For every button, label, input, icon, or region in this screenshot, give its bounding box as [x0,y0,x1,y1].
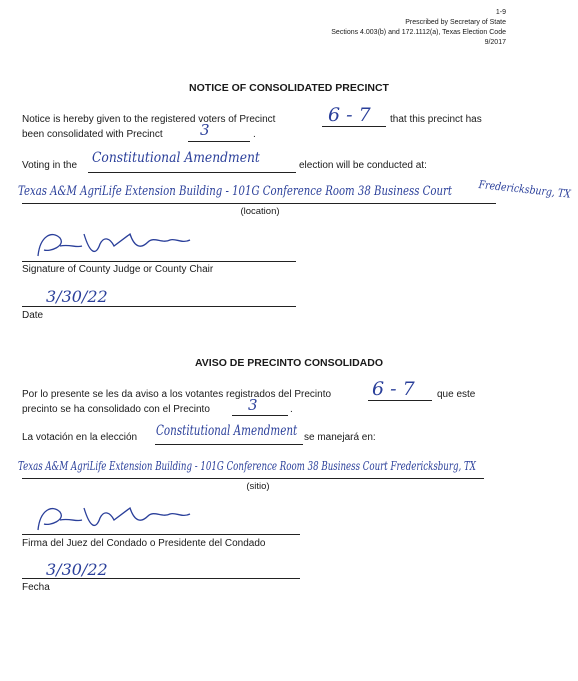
aviso-text-part2: que este [437,389,476,400]
notice-text-part2: that this precinct has [390,114,482,125]
aviso-text-part3: precinto se ha consolidado con el Precinto [22,404,210,415]
code-sections: Sections 4.003(b) and 172.1112(a), Texas Election Code [331,29,506,36]
date-caption: Date [22,310,44,321]
precinct-from-value[interactable]: 6 - 7 [328,104,371,126]
spanish-title: AVISO DE PRECINTO CONSOLIDADO [194,357,384,369]
precinto-from-line [368,400,432,401]
election-name-line [88,172,296,173]
location-value[interactable]: Texas A&M AgriLife Extension Building - 101G Conference Room 38 Business Court [18,184,452,199]
location-city-value[interactable]: Fredericksburg, TX [478,178,572,201]
precinct-to-line [188,141,250,142]
aviso-text-part1: Por lo presente se les da aviso a los votantes registrados del Precinto [22,389,332,400]
signature-line [22,261,296,262]
precinct-to-value[interactable]: 3 [200,121,210,139]
sitio-caption: (sitio) [246,481,270,492]
firma-caption: Firma del Juez del Condado o Presidente del Condado [22,538,266,549]
notice-text-part1: Notice is hereby given to the registered voters of Precinct [22,114,276,125]
firma-line [22,534,300,535]
fecha-value[interactable]: 3/30/22 [46,560,108,579]
date-value[interactable]: 3/30/22 [46,287,108,306]
english-title: NOTICE OF CONSOLIDATED PRECINCT [189,82,389,94]
voting-prefix: Voting in the [22,160,78,171]
county-judge-signature [30,226,200,262]
form-header [331,8,506,48]
sitio-line [22,478,484,479]
votacion-prefix: La votación en la elección [22,432,138,443]
location-caption: (location) [240,206,280,217]
date-line [22,306,296,307]
precinto-to-line [232,415,288,416]
precinto-to-value[interactable]: 3 [248,396,258,414]
prescribed-by: Prescribed by Secretary of State [405,19,506,26]
signature-caption: Signature of County Judge or County Chair [22,264,214,275]
sitio-value[interactable]: Texas A&M AgriLife Extension Building - 101G Conference Room 38 Business Court Fredericksburg, TX [18,459,476,473]
firma-signature [30,500,200,536]
votacion-suffix: se manejará en: [304,432,376,443]
eleccion-name-value[interactable]: Constitutional Amendment [156,423,298,439]
eleccion-name-line [155,444,303,445]
notice-text-part3: been consolidated with Precinct [22,129,163,140]
precinct-from-line [322,126,386,127]
voting-suffix: election will be conducted at: [299,160,427,171]
form-date: 9/2017 [484,39,506,46]
precinto-from-value[interactable]: 6 - 7 [372,378,415,400]
form-number: 1-9 [495,9,506,16]
location-line [22,203,496,204]
fecha-caption: Fecha [22,582,50,593]
election-name-value[interactable]: Constitutional Amendment [92,150,260,166]
fecha-line [22,578,300,579]
